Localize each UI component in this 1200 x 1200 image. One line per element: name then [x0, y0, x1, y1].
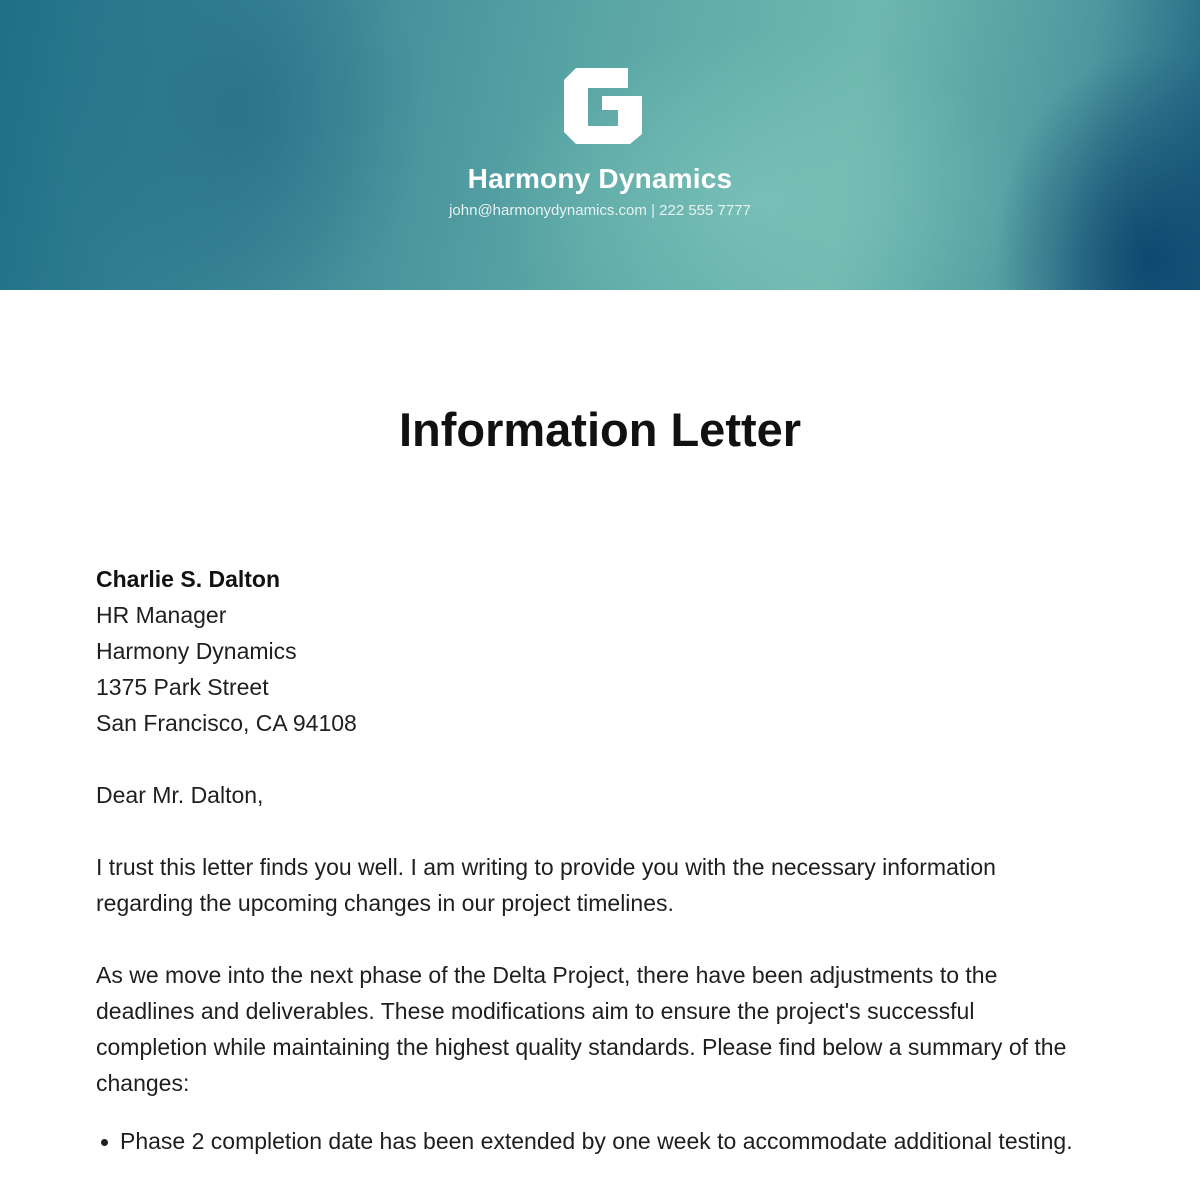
recipient-name: Charlie S. Dalton	[96, 566, 281, 592]
list-item: Phase 2 completion date has been extended by one week to accommodate additional testing.	[96, 1123, 1086, 1159]
salutation: Dear Mr. Dalton,	[96, 782, 264, 808]
recipient-street: 1375 Park Street	[96, 674, 269, 700]
changes-list	[96, 1123, 1086, 1159]
contact-line: john@harmonydynamics.com | 222 555 7777	[449, 202, 751, 219]
letterhead-banner	[0, 0, 1200, 290]
g-letter-logo-icon	[562, 66, 642, 146]
recipient-position: HR Manager	[96, 602, 227, 628]
document-title: Information Letter	[398, 403, 802, 456]
recipient-address-block	[96, 561, 1086, 741]
paragraph-changes: As we move into the next phase of the Delta Project, there have been adjustments to the deadlines and deliverables. These modifications aim to ensure the project's successful completion while maintaining the highest quality standards. Please find below a summary of the changes:	[96, 962, 1067, 1096]
recipient-company: Harmony Dynamics	[96, 638, 297, 664]
recipient-city: San Francisco, CA 94108	[96, 710, 357, 736]
paragraph-intro: I trust this letter finds you well. I am writing to provide you with the necessary information regarding the upcoming changes in our project timelines.	[96, 854, 996, 916]
letter-body	[96, 561, 1086, 1159]
company-name: Harmony Dynamics	[467, 163, 733, 194]
